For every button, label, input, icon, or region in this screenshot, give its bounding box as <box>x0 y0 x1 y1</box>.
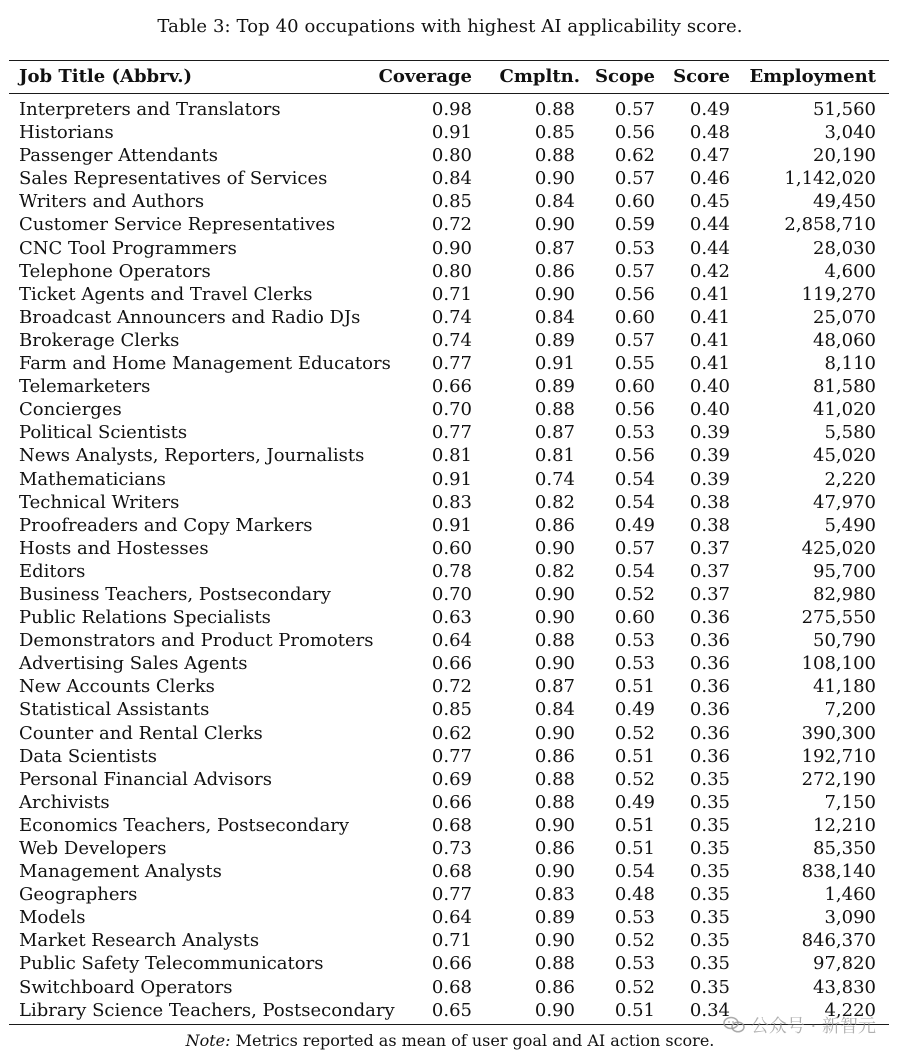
cell-score: 0.35 <box>689 884 730 906</box>
table-row <box>0 952 900 975</box>
cell-coverage: 0.71 <box>431 930 472 952</box>
cell-coverage: 0.85 <box>431 191 472 213</box>
cell-completion: 0.91 <box>534 353 575 375</box>
cell-coverage: 0.66 <box>431 953 472 975</box>
cell-job-title: Web Developers <box>19 838 167 859</box>
cell-coverage: 0.85 <box>431 699 472 721</box>
table-row <box>0 537 900 560</box>
table-row <box>0 468 900 491</box>
cell-completion: 0.90 <box>534 722 575 744</box>
cell-score: 0.35 <box>689 814 730 836</box>
cell-scope: 0.48 <box>614 884 655 906</box>
cell-coverage: 0.66 <box>431 376 472 398</box>
cell-employment: 85,350 <box>813 838 876 859</box>
cell-scope: 0.49 <box>614 791 655 813</box>
table-row <box>0 375 900 398</box>
table-row <box>0 421 900 444</box>
cell-scope: 0.56 <box>614 445 655 467</box>
cell-coverage: 0.63 <box>431 607 472 629</box>
cell-coverage: 0.74 <box>431 306 472 328</box>
cell-completion: 0.90 <box>534 653 575 675</box>
cell-coverage: 0.98 <box>431 99 472 120</box>
cell-completion: 0.86 <box>534 260 575 282</box>
cell-coverage: 0.90 <box>431 237 472 259</box>
cell-score: 0.39 <box>689 445 730 467</box>
cell-coverage: 0.68 <box>431 814 472 836</box>
cell-score: 0.40 <box>689 376 730 398</box>
cell-coverage: 0.77 <box>431 422 472 444</box>
cell-score: 0.40 <box>689 399 730 421</box>
cell-employment: 50,790 <box>813 630 876 652</box>
cell-coverage: 0.77 <box>431 353 472 375</box>
cell-coverage: 0.68 <box>431 861 472 883</box>
table-header-rule <box>9 93 889 94</box>
cell-score: 0.35 <box>689 953 730 975</box>
table-row <box>0 860 900 883</box>
cell-completion: 0.87 <box>534 422 575 444</box>
cell-job-title: Political Scientists <box>19 422 188 444</box>
cell-scope: 0.51 <box>614 999 655 1021</box>
cell-coverage: 0.80 <box>431 145 472 167</box>
cell-completion: 0.88 <box>534 791 575 813</box>
header-coverage: Coverage <box>378 66 472 87</box>
cell-coverage: 0.73 <box>431 838 472 859</box>
cell-coverage: 0.65 <box>431 999 472 1021</box>
cell-score: 0.38 <box>689 491 730 513</box>
header-scope: Scope <box>594 66 655 87</box>
cell-score: 0.35 <box>689 907 730 929</box>
cell-job-title: Historians <box>19 122 114 144</box>
cell-scope: 0.53 <box>614 907 655 929</box>
header-completion: Cmpltn. <box>499 66 580 87</box>
cell-job-title: Broadcast Announcers and Radio DJs <box>19 306 361 328</box>
cell-completion: 0.85 <box>534 122 575 144</box>
cell-completion: 0.89 <box>534 329 575 351</box>
table-row <box>0 883 900 906</box>
cell-scope: 0.54 <box>614 468 655 490</box>
cell-scope: 0.52 <box>614 768 655 790</box>
cell-score: 0.36 <box>689 607 730 629</box>
cell-completion: 0.90 <box>534 283 575 305</box>
cell-score: 0.35 <box>689 861 730 883</box>
table-row <box>0 837 900 860</box>
cell-scope: 0.49 <box>614 699 655 721</box>
cell-scope: 0.54 <box>614 861 655 883</box>
cell-job-title: Public Safety Telecommunicators <box>19 953 324 975</box>
cell-score: 0.34 <box>689 999 730 1021</box>
cell-scope: 0.60 <box>614 191 655 213</box>
table-row <box>0 352 900 375</box>
cell-score: 0.35 <box>689 976 730 998</box>
cell-score: 0.41 <box>689 329 730 351</box>
table-row <box>0 329 900 352</box>
cell-completion: 0.82 <box>534 491 575 513</box>
table-header <box>0 64 900 90</box>
cell-employment: 1,460 <box>824 884 876 906</box>
cell-job-title: Models <box>19 907 86 929</box>
table-row <box>0 722 900 745</box>
cell-employment: 4,600 <box>824 260 876 282</box>
cell-score: 0.44 <box>689 237 730 259</box>
table-row <box>0 560 900 583</box>
cell-scope: 0.54 <box>614 560 655 582</box>
cell-employment: 8,110 <box>824 353 876 375</box>
cell-coverage: 0.91 <box>431 122 472 144</box>
table-row <box>0 814 900 837</box>
cell-job-title: Geographers <box>19 884 138 906</box>
table-row <box>0 583 900 606</box>
cell-score: 0.36 <box>689 699 730 721</box>
cell-job-title: Farm and Home Management Educators <box>19 353 391 375</box>
cell-employment: 1,142,020 <box>784 168 876 190</box>
cell-scope: 0.49 <box>614 514 655 536</box>
cell-score: 0.35 <box>689 838 730 859</box>
cell-scope: 0.62 <box>614 145 655 167</box>
cell-completion: 0.81 <box>534 445 575 467</box>
cell-scope: 0.51 <box>614 676 655 698</box>
cell-job-title: Hosts and Hostesses <box>19 537 209 559</box>
table-row <box>0 398 900 421</box>
cell-score: 0.35 <box>689 791 730 813</box>
cell-coverage: 0.84 <box>431 168 472 190</box>
cell-scope: 0.60 <box>614 306 655 328</box>
cell-completion: 0.89 <box>534 907 575 929</box>
cell-employment: 95,700 <box>813 560 876 582</box>
cell-scope: 0.57 <box>614 260 655 282</box>
cell-employment: 82,980 <box>813 583 876 605</box>
cell-completion: 0.83 <box>534 884 575 906</box>
cell-scope: 0.53 <box>614 653 655 675</box>
cell-coverage: 0.91 <box>431 514 472 536</box>
cell-completion: 0.87 <box>534 676 575 698</box>
cell-score: 0.35 <box>689 930 730 952</box>
cell-job-title: Customer Service Representatives <box>19 214 336 236</box>
table-row <box>0 144 900 167</box>
table-row <box>0 629 900 652</box>
cell-completion: 0.86 <box>534 838 575 859</box>
cell-completion: 0.86 <box>534 745 575 767</box>
cell-score: 0.36 <box>689 676 730 698</box>
cell-completion: 0.90 <box>534 999 575 1021</box>
cell-score: 0.36 <box>689 745 730 767</box>
cell-completion: 0.89 <box>534 376 575 398</box>
cell-score: 0.41 <box>689 283 730 305</box>
cell-completion: 0.88 <box>534 399 575 421</box>
cell-completion: 0.74 <box>534 468 575 490</box>
table-row <box>0 98 900 121</box>
cell-job-title: Writers and Authors <box>19 191 205 213</box>
cell-job-title: Economics Teachers, Postsecondary <box>19 814 350 836</box>
cell-completion: 0.90 <box>534 814 575 836</box>
cell-employment: 48,060 <box>813 329 876 351</box>
table-row <box>0 444 900 467</box>
cell-employment: 81,580 <box>813 376 876 398</box>
cell-job-title: Technical Writers <box>19 491 180 513</box>
cell-coverage: 0.83 <box>431 491 472 513</box>
cell-coverage: 0.64 <box>431 630 472 652</box>
cell-job-title: New Accounts Clerks <box>19 676 215 698</box>
cell-job-title: Proofreaders and Copy Markers <box>19 514 313 536</box>
cell-job-title: News Analysts, Reporters, Journalists <box>19 445 365 467</box>
cell-employment: 7,200 <box>824 699 876 721</box>
table-row <box>0 121 900 144</box>
cell-employment: 41,020 <box>813 399 876 421</box>
cell-scope: 0.53 <box>614 630 655 652</box>
cell-job-title: Business Teachers, Postsecondary <box>19 583 331 605</box>
cell-employment: 272,190 <box>801 768 876 790</box>
cell-completion: 0.90 <box>534 583 575 605</box>
cell-job-title: Telemarketers <box>19 376 151 398</box>
cell-scope: 0.52 <box>614 583 655 605</box>
cell-employment: 275,550 <box>801 607 876 629</box>
cell-employment: 43,830 <box>813 976 876 998</box>
table-row <box>0 791 900 814</box>
cell-job-title: Ticket Agents and Travel Clerks <box>19 283 313 305</box>
cell-completion: 0.84 <box>534 699 575 721</box>
cell-employment: 20,190 <box>813 145 876 167</box>
cell-employment: 425,020 <box>801 537 876 559</box>
cell-coverage: 0.77 <box>431 884 472 906</box>
cell-job-title: Advertising Sales Agents <box>19 653 248 675</box>
cell-completion: 0.84 <box>534 191 575 213</box>
cell-scope: 0.51 <box>614 838 655 859</box>
cell-employment: 41,180 <box>813 676 876 698</box>
cell-scope: 0.52 <box>614 722 655 744</box>
cell-coverage: 0.81 <box>431 445 472 467</box>
note-text: Metrics reported as mean of user goal and AI action score. <box>230 1031 715 1050</box>
cell-coverage: 0.62 <box>431 722 472 744</box>
cell-scope: 0.52 <box>614 930 655 952</box>
cell-completion: 0.86 <box>534 514 575 536</box>
cell-employment: 45,020 <box>813 445 876 467</box>
cell-employment: 97,820 <box>813 953 876 975</box>
cell-job-title: Switchboard Operators <box>19 976 233 998</box>
cell-coverage: 0.68 <box>431 976 472 998</box>
cell-completion: 0.90 <box>534 214 575 236</box>
cell-job-title: Demonstrators and Product Promoters <box>19 630 374 652</box>
cell-coverage: 0.66 <box>431 791 472 813</box>
cell-coverage: 0.64 <box>431 907 472 929</box>
cell-job-title: Telephone Operators <box>19 260 211 282</box>
table-row <box>0 213 900 236</box>
cell-job-title: Statistical Assistants <box>19 699 210 721</box>
cell-coverage: 0.80 <box>431 260 472 282</box>
table-row <box>0 929 900 952</box>
cell-score: 0.35 <box>689 768 730 790</box>
cell-job-title: Personal Financial Advisors <box>19 768 273 790</box>
note-label: Note: <box>185 1031 231 1050</box>
cell-completion: 0.86 <box>534 976 575 998</box>
cell-job-title: Interpreters and Translators <box>19 99 281 120</box>
cell-job-title: Public Relations Specialists <box>19 607 271 629</box>
cell-employment: 846,370 <box>801 930 876 952</box>
cell-completion: 0.90 <box>534 537 575 559</box>
cell-employment: 108,100 <box>801 653 876 675</box>
cell-completion: 0.90 <box>534 861 575 883</box>
cell-scope: 0.53 <box>614 237 655 259</box>
cell-completion: 0.88 <box>534 630 575 652</box>
cell-score: 0.41 <box>689 306 730 328</box>
table-caption: Table 3: Top 40 occupations with highest AI applicability score. <box>157 16 743 37</box>
table-row <box>0 906 900 929</box>
cell-scope: 0.60 <box>614 607 655 629</box>
cell-employment: 119,270 <box>801 283 876 305</box>
table-row <box>0 491 900 514</box>
cell-scope: 0.59 <box>614 214 655 236</box>
cell-coverage: 0.70 <box>431 399 472 421</box>
cell-coverage: 0.91 <box>431 468 472 490</box>
cell-employment: 12,210 <box>813 814 876 836</box>
table-row <box>0 745 900 768</box>
cell-employment: 838,140 <box>801 861 876 883</box>
cell-score: 0.38 <box>689 514 730 536</box>
table-row <box>0 260 900 283</box>
cell-job-title: Passenger Attendants <box>19 145 218 167</box>
cell-scope: 0.53 <box>614 953 655 975</box>
cell-job-title: CNC Tool Programmers <box>19 237 237 259</box>
cell-completion: 0.90 <box>534 168 575 190</box>
cell-coverage: 0.70 <box>431 583 472 605</box>
cell-coverage: 0.74 <box>431 329 472 351</box>
table-row <box>0 606 900 629</box>
cell-score: 0.36 <box>689 653 730 675</box>
cell-employment: 25,070 <box>813 306 876 328</box>
cell-employment: 5,580 <box>824 422 876 444</box>
table-row <box>0 976 900 999</box>
table-row <box>0 675 900 698</box>
cell-job-title: Concierges <box>19 399 122 421</box>
cell-employment: 3,040 <box>824 122 876 144</box>
table-row <box>0 237 900 260</box>
table-row <box>0 652 900 675</box>
cell-coverage: 0.72 <box>431 676 472 698</box>
cell-scope: 0.56 <box>614 122 655 144</box>
cell-job-title: Sales Representatives of Services <box>19 168 328 190</box>
cell-score: 0.36 <box>689 630 730 652</box>
wechat-icon <box>723 1016 745 1034</box>
cell-job-title: Data Scientists <box>19 745 157 767</box>
header-job-title: Job Title (Abbrv.) <box>19 66 193 87</box>
cell-scope: 0.57 <box>614 168 655 190</box>
watermark-text: 公众号 · 新智元 <box>750 1016 876 1037</box>
cell-coverage: 0.77 <box>431 745 472 767</box>
cell-employment: 2,220 <box>824 468 876 490</box>
cell-scope: 0.51 <box>614 745 655 767</box>
cell-employment: 49,450 <box>813 191 876 213</box>
cell-scope: 0.60 <box>614 376 655 398</box>
cell-score: 0.48 <box>689 122 730 144</box>
cell-coverage: 0.71 <box>431 283 472 305</box>
cell-job-title: Counter and Rental Clerks <box>19 722 263 744</box>
cell-scope: 0.54 <box>614 491 655 513</box>
cell-scope: 0.53 <box>614 422 655 444</box>
cell-score: 0.46 <box>689 168 730 190</box>
cell-job-title: Library Science Teachers, Postsecondary <box>19 999 395 1021</box>
cell-scope: 0.57 <box>614 537 655 559</box>
cell-completion: 0.82 <box>534 560 575 582</box>
cell-job-title: Market Research Analysts <box>19 930 260 952</box>
watermark <box>723 1012 876 1038</box>
header-employment: Employment <box>749 66 876 87</box>
cell-coverage: 0.69 <box>431 768 472 790</box>
cell-score: 0.44 <box>689 214 730 236</box>
cell-scope: 0.56 <box>614 283 655 305</box>
cell-score: 0.47 <box>689 145 730 167</box>
cell-job-title: Brokerage Clerks <box>19 329 180 351</box>
cell-completion: 0.90 <box>534 607 575 629</box>
table-row <box>0 190 900 213</box>
cell-scope: 0.51 <box>614 814 655 836</box>
cell-completion: 0.87 <box>534 237 575 259</box>
cell-job-title: Archivists <box>19 791 110 813</box>
table-body <box>0 98 900 1022</box>
cell-completion: 0.88 <box>534 768 575 790</box>
cell-coverage: 0.66 <box>431 653 472 675</box>
cell-employment: 4,220 <box>824 999 876 1021</box>
cell-employment: 47,970 <box>813 491 876 513</box>
cell-employment: 5,490 <box>824 514 876 536</box>
table-row <box>0 167 900 190</box>
cell-scope: 0.52 <box>614 976 655 998</box>
cell-job-title: Mathematicians <box>19 468 166 490</box>
cell-scope: 0.55 <box>614 353 655 375</box>
cell-score: 0.36 <box>689 722 730 744</box>
cell-job-title: Management Analysts <box>19 861 222 883</box>
cell-score: 0.37 <box>689 537 730 559</box>
cell-score: 0.39 <box>689 468 730 490</box>
cell-score: 0.42 <box>689 260 730 282</box>
table-row <box>0 283 900 306</box>
cell-employment: 28,030 <box>813 237 876 259</box>
cell-score: 0.37 <box>689 583 730 605</box>
cell-scope: 0.56 <box>614 399 655 421</box>
cell-completion: 0.88 <box>534 99 575 120</box>
cell-scope: 0.57 <box>614 329 655 351</box>
cell-employment: 7,150 <box>824 791 876 813</box>
cell-score: 0.49 <box>689 99 730 120</box>
cell-scope: 0.57 <box>614 99 655 120</box>
cell-completion: 0.90 <box>534 930 575 952</box>
cell-score: 0.37 <box>689 560 730 582</box>
table-row <box>0 768 900 791</box>
cell-coverage: 0.72 <box>431 214 472 236</box>
cell-completion: 0.88 <box>534 953 575 975</box>
cell-job-title: Editors <box>19 560 86 582</box>
cell-employment: 51,560 <box>813 99 876 120</box>
cell-score: 0.41 <box>689 353 730 375</box>
cell-coverage: 0.60 <box>431 537 472 559</box>
cell-employment: 192,710 <box>801 745 876 767</box>
table-top-rule <box>9 60 889 61</box>
cell-coverage: 0.78 <box>431 560 472 582</box>
table-row <box>0 698 900 721</box>
cell-completion: 0.84 <box>534 306 575 328</box>
cell-employment: 390,300 <box>801 722 876 744</box>
cell-employment: 3,090 <box>824 907 876 929</box>
table-row <box>0 306 900 329</box>
table-row <box>0 514 900 537</box>
cell-score: 0.45 <box>689 191 730 213</box>
cell-employment: 2,858,710 <box>784 214 876 236</box>
header-score: Score <box>673 66 730 87</box>
cell-score: 0.39 <box>689 422 730 444</box>
cell-completion: 0.88 <box>534 145 575 167</box>
